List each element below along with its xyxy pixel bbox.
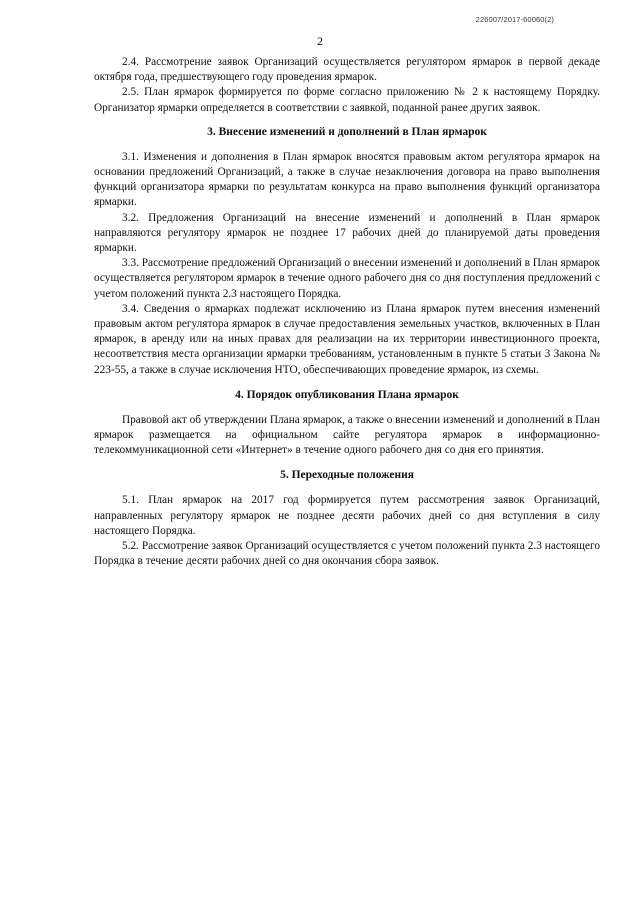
paragraph-3-2: 3.2. Предложения Организаций на внесение изменений и дополнений в План ярмарок направляются регулятору ярмарок не позднее 17 рабочих дней до планируемой даты проведения ярмарки. xyxy=(94,211,600,255)
paragraph-3-1: 3.1. Изменения и дополнения в План ярмарок вносятся правовым актом регулятора ярмарок на основании предложений Организаций, а также в случае незаключения договора на право выполнения функций организатора ярмарки по результатам конкурса на право выполнения функций организатора ярмарки. xyxy=(94,150,600,209)
page-number: 2 xyxy=(317,34,323,48)
section-5-heading: 5. Переходные положения xyxy=(280,469,414,482)
document-body xyxy=(94,55,600,569)
paragraph-5-2: 5.2. Рассмотрение заявок Организаций осуществляется с учетом положений пункта 2.3 настоящего Порядка в течение десяти рабочих дней со дня окончания сбора заявок. xyxy=(94,540,600,568)
paragraph-3-4: 3.4. Сведения о ярмарках подлежат исключению из Плана ярмарок путем внесения изменений правовым актом регулятора ярмарок в случае предоставления земельных участков, включенных в План ярмарок, в аренду или на иных правах для реализации на их территории инвестиционного проекта, несоответствия места организации ярмарки требованиям, установленным в пункте 5 статьи 3 Закона № 223-55, а также в случае исключения НТО, обеспечивающих проведение ярмарок, из схемы. xyxy=(94,302,600,376)
paragraph-2-4: 2.4. Рассмотрение заявок Организаций осуществляется регулятором ярмарок в первой декаде октября года, предшествующего году проведения ярмарок. xyxy=(94,56,600,84)
document-id: 226007/2017-60060(2) xyxy=(475,15,554,24)
paragraph-5-1: 5.1. План ярмарок на 2017 год формируется путем рассмотрения заявок Организаций, направленных регулятору ярмарок не позднее десяти рабочих дней со дня вступления в силу настоящего Порядка. xyxy=(94,494,600,537)
section-4-heading: 4. Порядок опубликования Плана ярмарок xyxy=(235,388,459,401)
paragraph-4: Правовой акт об утверждении Плана ярмарок, а также о внесении изменений и дополнений в План ярмарок размещается на официальном сайте регулятора ярмарок в информационно-телекоммуникационной сети «Интернет» в течение одного рабочего дня со дня его принятия. xyxy=(94,413,600,457)
paragraph-3-3: 3.3. Рассмотрение предложений Организаций о внесении изменений и дополнений в План ярмарок осуществляется регулятором ярмарок в течение одного рабочего дня со дня поступления предложений с учетом положений пункта 2.3 настоящего Порядка. xyxy=(94,257,600,300)
section-3-heading: 3. Внесение изменений и дополнений в План ярмарок xyxy=(207,125,487,138)
paragraph-2-5: 2.5. План ярмарок формируется по форме согласно приложению № 2 к настоящему Порядку. Организатор ярмарки определяется в соответствии с заявкой, поданной ранее других заявок. xyxy=(94,86,600,114)
